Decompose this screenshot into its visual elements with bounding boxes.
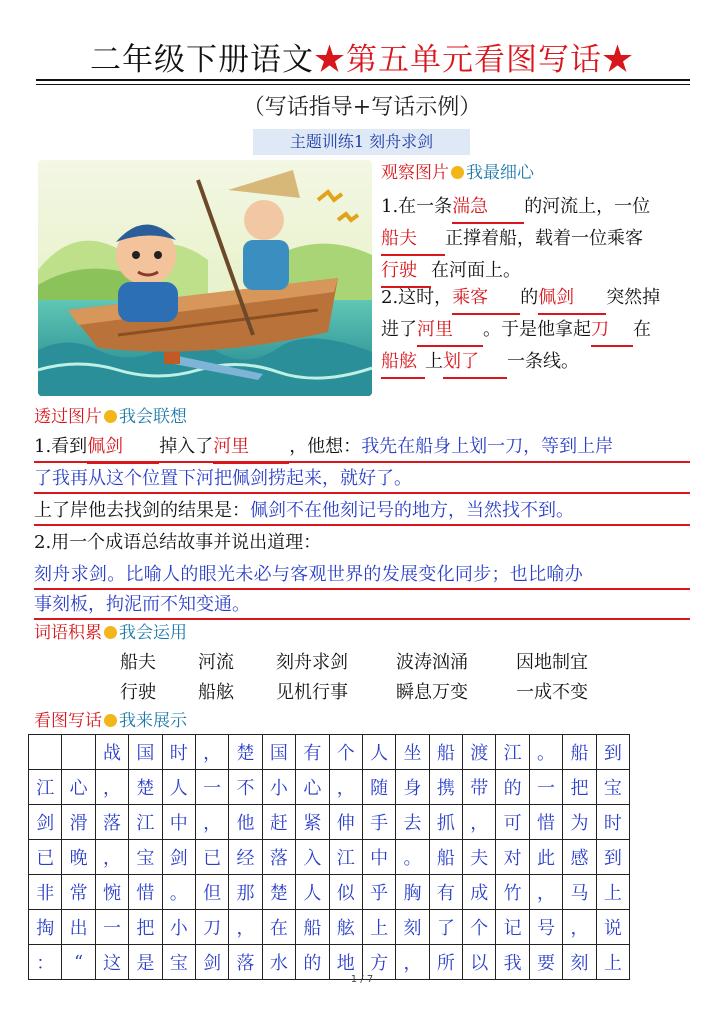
answer-text: 我先在船身上划一刀，等到上岸: [361, 436, 614, 457]
grid-cell: 江: [329, 840, 362, 875]
grid-cell: 落: [229, 945, 262, 980]
grid-cell: 。: [529, 735, 562, 770]
grid-cell: ，: [229, 910, 262, 945]
grid-cell: 人: [162, 770, 195, 805]
vocab-word: 波涛汹涌: [396, 652, 468, 673]
grid-cell: 宝: [162, 945, 195, 980]
grid-cell: 到: [596, 735, 629, 770]
grid-cell: 剑: [162, 840, 195, 875]
grid-cell: 宝: [596, 770, 629, 805]
vocab-heading-sub: 我会运用: [119, 623, 187, 643]
grid-cell: 船: [563, 735, 596, 770]
story-illustration: [38, 160, 372, 396]
grid-cell: 上: [596, 875, 629, 910]
vocab-word: 瞬息万变: [396, 682, 468, 703]
grid-cell: 。: [396, 840, 429, 875]
grid-cell: 一: [195, 770, 228, 805]
grid-cell: 刻: [396, 910, 429, 945]
grid-cell: 这: [95, 945, 128, 980]
grid-cell: 手: [362, 805, 395, 840]
grid-cell: [29, 735, 62, 770]
grid-cell: 为: [563, 805, 596, 840]
imagine-answer-1b: [34, 464, 690, 494]
imagine-heading-label: 透过图片: [34, 407, 102, 427]
grid-cell: 入: [296, 840, 329, 875]
answer-underline: [34, 524, 690, 526]
answer-underline: [34, 461, 690, 463]
blank-answer: 船舷: [381, 347, 425, 379]
grid-cell: 刀: [195, 910, 228, 945]
title-grade: 二年级下册语文: [90, 42, 314, 78]
blank-answer: 乘客: [452, 283, 520, 315]
vocab-word: 一成不变: [516, 682, 588, 703]
grid-cell: 惋: [95, 875, 128, 910]
vocab-word: 因地制宜: [516, 652, 588, 673]
grid-cell: ，: [563, 910, 596, 945]
grid-cell: ，: [95, 770, 128, 805]
grid-cell: 已: [195, 840, 228, 875]
title-divider-thin: [36, 84, 690, 85]
grid-cell: ，: [463, 805, 496, 840]
writing-grid: [28, 734, 630, 980]
answer-underline: [34, 492, 690, 494]
grid-cell: ，: [329, 770, 362, 805]
grid-cell: 是: [129, 945, 162, 980]
grid-cell: 抓: [429, 805, 462, 840]
text: 2.用一个成语总结故事并说出道理：: [34, 532, 322, 553]
imagine-heading-sub: 我会联想: [119, 407, 187, 427]
text: 。于是他拿起: [483, 319, 591, 340]
grid-cell: ，: [95, 840, 128, 875]
grid-cell: ，: [195, 735, 228, 770]
grid-cell: 船: [429, 840, 462, 875]
grid-cell: 在: [262, 910, 295, 945]
grid-cell: ，: [396, 945, 429, 980]
observe-paragraph-1: [381, 192, 693, 288]
grid-cell: 落: [262, 840, 295, 875]
grid-cell: 心: [296, 770, 329, 805]
grid-cell: 中: [362, 840, 395, 875]
vocab-heading: [34, 620, 187, 646]
grid-cell: 说: [596, 910, 629, 945]
grid-cell: 方: [362, 945, 395, 980]
grid-row: [29, 805, 630, 840]
imagine-question-1: [34, 432, 690, 464]
text: 一条线。: [507, 351, 579, 372]
imagine-heading: [34, 404, 187, 430]
grid-cell: 一: [529, 770, 562, 805]
grid-cell: 到: [596, 840, 629, 875]
text: 1.看到: [34, 436, 88, 457]
grid-cell: ，: [529, 875, 562, 910]
text: 的河流上，一位: [524, 196, 651, 217]
grid-cell: 以: [463, 945, 496, 980]
grid-cell: 人: [296, 875, 329, 910]
grid-cell: 可: [496, 805, 529, 840]
blank-answer: 船夫: [381, 224, 445, 256]
grid-cell: 滑: [62, 805, 95, 840]
grid-cell: 个: [463, 910, 496, 945]
grid-cell: 伸: [329, 805, 362, 840]
grid-cell: 把: [563, 770, 596, 805]
answer-text: 了我再从这个位置下河把佩剑捞起来，就好了。: [34, 468, 412, 489]
grid-cell: [62, 735, 95, 770]
grid-cell: 剑: [195, 945, 228, 980]
grid-cell: 有: [296, 735, 329, 770]
grid-cell: 地: [329, 945, 362, 980]
grid-cell: 成: [463, 875, 496, 910]
grid-cell: 人: [362, 735, 395, 770]
grid-cell: ，: [195, 805, 228, 840]
grid-cell: 竹: [496, 875, 529, 910]
grid-row: [29, 840, 630, 875]
grid-cell: 一: [95, 910, 128, 945]
grid-cell: 似: [329, 875, 362, 910]
text: 1.在一条: [381, 196, 453, 217]
grid-cell: 战: [95, 735, 128, 770]
blank-answer: 河里: [213, 432, 289, 464]
observe-paragraph-2: [381, 283, 693, 379]
text: ，他想：: [289, 436, 362, 457]
grid-cell: 我: [496, 945, 529, 980]
boat-scene-illustration: [38, 160, 372, 396]
vocab-word: 见机行事: [276, 682, 348, 703]
grid-cell: 那: [229, 875, 262, 910]
text: 的: [520, 287, 539, 308]
grid-cell: 楚: [129, 770, 162, 805]
grid-cell: 常: [62, 875, 95, 910]
grid-cell: 楚: [229, 735, 262, 770]
blank-answer: 刀: [591, 315, 633, 347]
grid-cell: 上: [362, 910, 395, 945]
grid-cell: 水: [262, 945, 295, 980]
imagine-answer-2b: [34, 590, 690, 620]
writing-heading-sub: 我来展示: [119, 711, 187, 731]
grid-cell: 江: [129, 805, 162, 840]
text: 在: [633, 319, 651, 340]
grid-cell: 国: [129, 735, 162, 770]
grid-cell: 。: [162, 875, 195, 910]
grid-cell: 小: [162, 910, 195, 945]
blank-answer: 河里: [417, 315, 483, 347]
grid-cell: 对: [496, 840, 529, 875]
grid-cell: 要: [529, 945, 562, 980]
writing-heading-label: 看图写话: [34, 711, 102, 731]
grid-cell: 心: [62, 770, 95, 805]
writing-heading: [34, 708, 187, 734]
vocab-word: 河流: [198, 652, 234, 673]
grid-row: [29, 910, 630, 945]
grid-cell: ：: [29, 945, 62, 980]
vocab-row-2: [120, 678, 616, 708]
text: 掉入了: [159, 436, 214, 457]
grid-cell: 上: [596, 945, 629, 980]
grid-cell: 个: [329, 735, 362, 770]
star-icon: ★: [602, 42, 634, 78]
text: 在河面上。: [431, 260, 521, 281]
blank-answer: 湍急: [452, 192, 524, 224]
grid-cell: 中: [162, 805, 195, 840]
grid-cell: 他: [229, 805, 262, 840]
vocab-word: 船舷: [198, 682, 234, 703]
grid-cell: 但: [195, 875, 228, 910]
text: 上了岸他去找剑的结果是：: [34, 500, 250, 521]
grid-cell: 时: [596, 805, 629, 840]
grid-cell: 非: [29, 875, 62, 910]
grid-cell: 经: [229, 840, 262, 875]
blank-answer: 行驶: [381, 256, 431, 288]
grid-cell: 国: [262, 735, 295, 770]
grid-cell: 带: [463, 770, 496, 805]
text: 突然掉: [606, 287, 661, 308]
grid-cell: 所: [429, 945, 462, 980]
yellow-dot-icon: [104, 410, 117, 423]
grid-cell: 感: [563, 840, 596, 875]
answer-text: 事刻板，拘泥而不知变通。: [34, 594, 250, 615]
text: 正撑着船，载着一位乘客: [445, 228, 643, 249]
grid-cell: 楚: [262, 875, 295, 910]
grid-cell: 记: [496, 910, 529, 945]
grid-cell: 不: [229, 770, 262, 805]
grid-cell: 时: [162, 735, 195, 770]
grid-cell: 随: [362, 770, 395, 805]
title-unit: 第五单元看图写话: [346, 42, 602, 78]
text: 进了: [381, 319, 417, 340]
grid-cell: 刻: [563, 945, 596, 980]
grid-cell: 小: [262, 770, 295, 805]
page-title: [0, 38, 724, 82]
grid-cell: 此: [529, 840, 562, 875]
grid-cell: 惜: [129, 875, 162, 910]
grid-row: [29, 770, 630, 805]
grid-cell: 胸: [396, 875, 429, 910]
grid-cell: 了: [429, 910, 462, 945]
observe-heading-label: 观察图片: [381, 163, 449, 183]
grid-cell: 船: [429, 735, 462, 770]
grid-row: [29, 875, 630, 910]
grid-cell: 紧: [296, 805, 329, 840]
grid-cell: 惜: [529, 805, 562, 840]
grid-row: [29, 735, 630, 770]
yellow-dot-icon: [104, 626, 117, 639]
grid-cell: 出: [62, 910, 95, 945]
text: 2.这时，: [381, 287, 453, 308]
grid-cell: 已: [29, 840, 62, 875]
page-number: 1 / 7: [350, 974, 374, 985]
observe-heading-sub: 我最细心: [466, 163, 534, 183]
grid-cell: 掏: [29, 910, 62, 945]
grid-cell: 剑: [29, 805, 62, 840]
grid-cell: 乎: [362, 875, 395, 910]
grid-cell: 的: [296, 945, 329, 980]
grid-cell: 夫: [463, 840, 496, 875]
star-icon: ★: [314, 42, 346, 78]
grid-cell: 宝: [129, 840, 162, 875]
vocab-word: 行驶: [120, 682, 156, 703]
grid-cell: 江: [496, 735, 529, 770]
blank-answer: 划了: [443, 347, 507, 379]
grid-cell: 的: [496, 770, 529, 805]
theme-banner: 主题训练1 刻舟求剑: [253, 129, 470, 155]
yellow-dot-icon: [104, 714, 117, 727]
grid-cell: 赶: [262, 805, 295, 840]
grid-cell: 船: [296, 910, 329, 945]
blank-answer: 佩剑: [87, 432, 159, 464]
grid-cell: 号: [529, 910, 562, 945]
grid-cell: 渡: [463, 735, 496, 770]
grid-cell: 把: [129, 910, 162, 945]
subtitle: （写话指导+写话示例）: [242, 95, 482, 120]
grid-cell: 携: [429, 770, 462, 805]
grid-cell: 江: [29, 770, 62, 805]
grid-cell: 有: [429, 875, 462, 910]
answer-text: 刻舟求剑。比喻人的眼光未必与客观世界的发展变化同步；也比喻办: [34, 564, 583, 585]
grid-cell: 落: [95, 805, 128, 840]
grid-cell: 马: [563, 875, 596, 910]
grid-cell: 坐: [396, 735, 429, 770]
title-divider: [36, 79, 690, 81]
blank-answer: 佩剑: [538, 283, 606, 315]
yellow-dot-icon: [451, 166, 464, 179]
imagine-result: [34, 496, 690, 526]
vocab-heading-label: 词语积累: [34, 623, 102, 643]
grid-cell: 身: [396, 770, 429, 805]
imagine-question-2: [34, 528, 690, 558]
text: 上: [425, 351, 443, 372]
imagine-answer-2a: [34, 560, 690, 590]
vocab-row-1: [120, 648, 616, 678]
grid-cell: “: [62, 945, 95, 980]
grid-cell: 舷: [329, 910, 362, 945]
grid-cell: 去: [396, 805, 429, 840]
answer-text: 佩剑不在他刻记号的地方，当然找不到。: [250, 500, 574, 521]
grid-cell: 晚: [62, 840, 95, 875]
observe-heading: [381, 160, 534, 186]
vocab-word: 船夫: [120, 652, 156, 673]
vocab-word: 刻舟求剑: [276, 652, 348, 673]
